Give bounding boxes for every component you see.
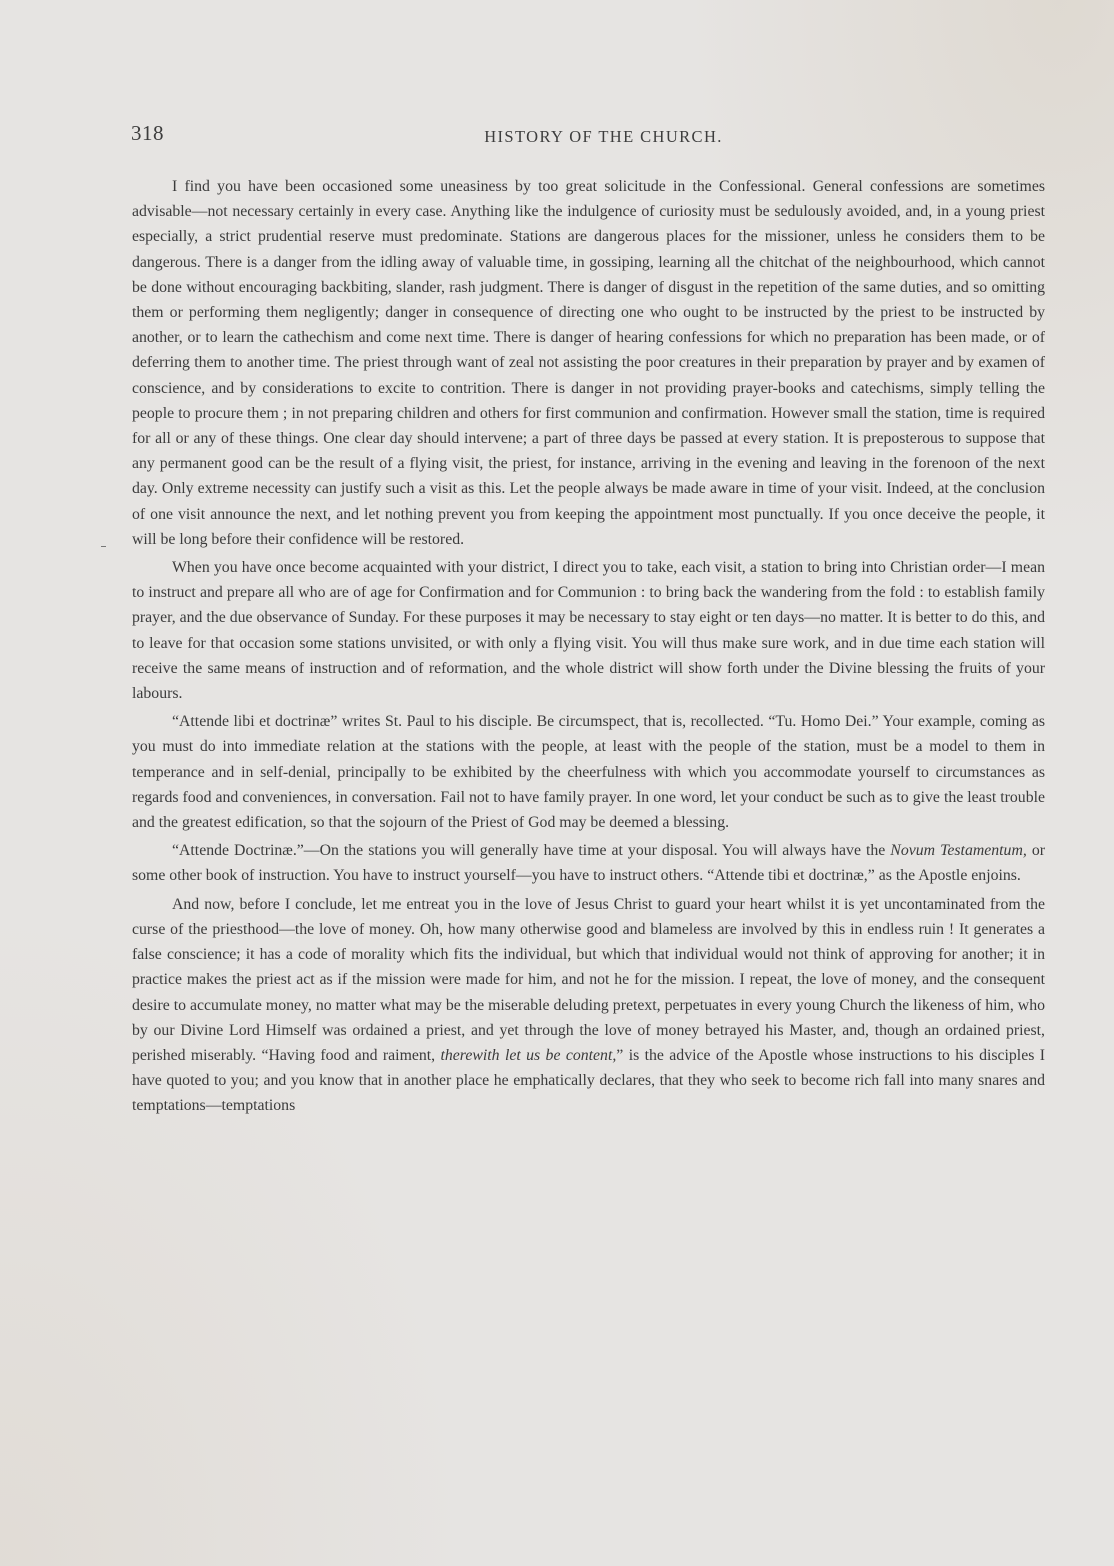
book-title: Novum Testamentum, <box>890 842 1027 860</box>
paragraph-text-before: “Attende Doctrinæ.”—On the stations you will generally have time at your disposal. You will always have the <box>172 842 891 860</box>
page-number: 318 <box>131 121 164 145</box>
paragraph-text-before: And now, before I conclude, let me entreat you in the love of Jesus Christ to guard your heart whilst it is yet uncontaminated from the curse of the priesthood—the love of money. Oh, how many otherwise good and blameless are involved by this in endless ruin ! It generates a false conscience; it has a code of morality which fits the individual, but which that individual would not think of approving for another; it in practice makes the priest act as if the mission were made for him, and not he for the mission. I repeat, the love of money, and the consequent desire to accumulate money, no matter what may be the miserable deluding pretext, perpetuates in every young Church the likeness of him, who by our Divine Lord Himself was ordained a priest, and yet through the love of money betrayed his Master, and, though an ordained priest, perished miserably. “Having food and raiment, <box>132 895 1045 1064</box>
paragraph-attende-tibi: “Attende libi et doctrinæ” writes St. Paul to his disciple. Be circumspect, that is, recollected. “Tu. Homo Dei.” Your example, coming as you must do into immediate relation at the stations with the people, at least with the people of the station, must be a model to them in temperance and in self-denial, principally to be exhibited by the cheerfulness with which you accommodate yourself to circumstances as regards food and conveniences, in conversation. Fail not to have family prayer. In one word, let your conduct be such as to give the least trouble and the greatest edification, so that the sojourn of the Priest of God may be deemed a blessing. <box>132 713 1045 832</box>
body-text <box>132 174 1045 1119</box>
running-head: HISTORY OF THE CHURCH. <box>484 127 723 146</box>
paragraph-confessional: I find you have been occasioned some uneasiness by too great solicitude in the Confessional. General confessions are sometimes advisable—not necessary certainly in every case. Anything like the indulgence of curiosity must be sedulously avoided, and, in a young priest especially, a strict prudential reserve must predominate. Stations are dangerous places for the missioner, unless he considers them to be dangerous. There is a danger from the idling away of valuable time, in gossiping, learning all the chitchat of the neighbourhood, which cannot be done without encouraging backbiting, slander, rash judgment. There is danger of disgust in the repetition of the same duties, and so omitting them or performing them negligently; danger in consequence of directing one who ought to be instructed by the priest to be instructed by another, or to learn the cathechism and come next time. There is danger of hearing confessions for which no preparation has been made, or of deferring them to another time. The priest through want of zeal not assisting the poor creatures in their preparation by prayer and by examen of conscience, and by considerations to excite to contrition. There is danger in not providing prayer-books and catechisms, simply telling the people to procure them ; in not preparing children and others for first communion and confirmation. However small the station, time is required for all or any of these things. One clear day should intervene; a part of three days be passed at every station. It is preposterous to suppose that any permanent good can be the result of a flying visit, the priest, for instance, arriving in the evening and leaving in the forenoon of the next day. Only extreme necessity can justify such a visit as this. Let the people always be made aware in time of your visit. Indeed, at the conclusion of one visit announce the next, and let nothing prevent you from keeping the appointment most punctually. If you once deceive the people, it will be long before their confidence will be restored. <box>132 178 1045 548</box>
quotation-italic: therewith let us be content, <box>440 1046 617 1064</box>
paragraph-love-of-money <box>132 892 1045 1119</box>
paragraph-text-after: or some other book of instruction. You have to instruct yourself—you have to instruct others. “Attende tibi et doctrinæ,” as the Apostle enjoins. <box>132 842 1045 885</box>
margin-mark <box>101 546 106 547</box>
paragraph-attende-doctrinae <box>132 838 1045 888</box>
paragraph-text-after: ” is the advice of the Apostle whose instructions to his disciples I have quoted to you; and you know that in another place he emphatically declares, that they who seek to become rich fall into many snares and temptations—temptations <box>132 1046 1045 1115</box>
page-header <box>131 121 1046 153</box>
paragraph-district: When you have once become acquainted with your district, I direct you to take, each visit, a station to bring into Christian order—I mean to instruct and prepare all who are of age for Confirmation and for Communion : to bring back the wandering from the fold : to establish family prayer, and the due observance of Sunday. For these purposes it may be necessary to stay eight or ten days—no matter. It is better to do this, and to leave for that occasion some stations unvisited, or with only a flying visit. You will thus make sure work, and in due time each station will receive the same means of instruction and of reformation, and the whole district will show forth under the Divine blessing the fruits of your labours. <box>132 559 1045 703</box>
